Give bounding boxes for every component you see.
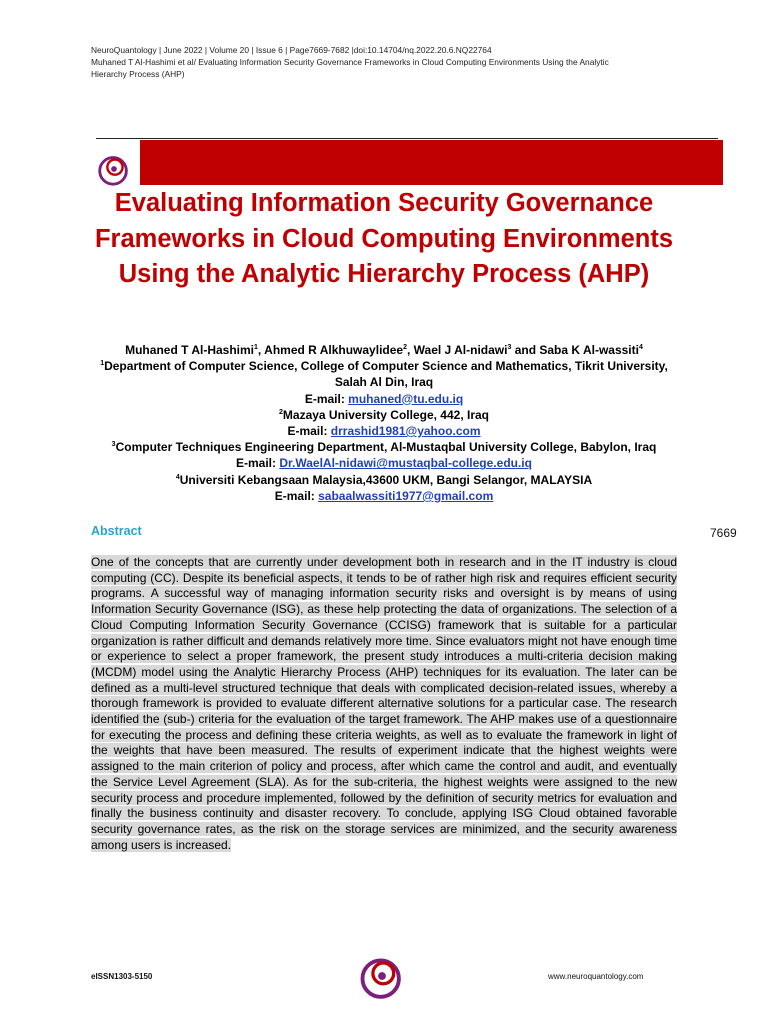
email-link[interactable]: sabaalwassiti1977@gmail.com [318, 488, 494, 503]
author-affiliation-mark: 4 [638, 344, 643, 351]
email-label: E-mail: [236, 456, 280, 471]
running-header [91, 44, 691, 80]
affiliation-text: Department of Computer Science, College of Computer Science and Mathematics, Tikrit University, Salah Al Din, Iraq [104, 359, 668, 390]
email-line-4 [84, 488, 684, 504]
author-list [84, 342, 684, 358]
neuroquantology-logo-icon [95, 150, 133, 188]
affiliation-2 [84, 407, 684, 423]
author-name: Wael J Al-nidawi [413, 343, 508, 357]
author-affiliation-mark: 2 [403, 344, 407, 351]
email-label: E-mail: [304, 391, 349, 406]
email-line-2 [84, 423, 684, 439]
author-separator: , [257, 343, 265, 357]
author-separator: , [406, 343, 414, 357]
author-name: Muhaned T Al-Hashimi [125, 343, 255, 357]
abstract-heading: Abstract [91, 524, 142, 538]
running-header-journal-line: NeuroQuantology | June 2022 | Volume 20 | Issue 6 | Page7669-7682 |doi:10.14704/nq.2022.20.6.NQ22764 [91, 45, 492, 55]
header-red-band [140, 140, 723, 185]
header-rule [96, 138, 718, 139]
affiliation-text: Universiti Kebangsaan Malaysia,43600 UKM, Bangi Selangor, MALAYSIA [179, 472, 593, 487]
email-label: E-mail: [287, 424, 331, 439]
affiliation-3 [84, 439, 684, 455]
email-line-3 [84, 455, 684, 471]
affiliation-4 [84, 472, 684, 488]
affiliation-mark: 1 [100, 360, 105, 368]
author-affiliation-mark: 3 [507, 344, 512, 351]
neuroquantology-logo-icon [356, 950, 408, 1002]
email-label: E-mail: [274, 488, 319, 503]
abstract-body [91, 555, 677, 853]
email-line-1 [84, 391, 684, 407]
author-affiliation-mark: 1 [254, 344, 258, 351]
author-separator: and [511, 343, 540, 357]
affiliation-mark: 2 [279, 408, 283, 416]
affiliation-mark: 4 [175, 473, 180, 481]
affiliation-text: Computer Techniques Engineering Department, Al-Mustaqbal University College, Babylon, Iraq [115, 440, 657, 455]
affiliation-1 [84, 358, 684, 390]
footer-url: www.neuroquantology.com [548, 972, 644, 981]
paper-title: Evaluating Information Security Governance Frameworks in Cloud Computing Environments Using the Analytic Hierarchy Process (AHP) [94, 189, 674, 288]
affiliation-mark: 3 [111, 441, 116, 449]
page-number: 7669 [710, 526, 737, 540]
authors-block [84, 342, 684, 504]
author-name: Ahmed R Alkhuwaylidee [264, 343, 404, 357]
email-link[interactable]: muhaned@tu.edu.iq [348, 391, 464, 406]
author-name: Saba K Al-wassiti [539, 343, 639, 357]
email-link[interactable]: drrashid1981@yahoo.com [330, 424, 481, 439]
footer-issn: eISSN1303-5150 [91, 972, 153, 981]
running-header-title-line-continued: Hierarchy Process (AHP) [91, 69, 185, 79]
email-link[interactable]: Dr.WaelAl-nidawi@mustaqbal-college.edu.iq [279, 456, 532, 471]
running-header-title-line: Muhaned T Al-Hashimi et al/ Evaluating Information Security Governance Frameworks in Cloud Computing Environments Using the Analytic [91, 57, 609, 67]
abstract-text: One of the concepts that are currently under development both in research and in the IT industry is cloud computing (CC). Despite its beneficial aspects, it tends to be of rather high risk and requires efficient security programs. A successful way of managing information security risks and oversight is by means of using Information Security Governance (ISG), as these help protecting the data of organizations. The selection of a Cloud Computing Information Security Governance (CCISG) framework that is suitable for a particular organization is rather difficult and demands relatively more time. Since evaluators might not have enough time or experience to select a proper framework, the present study introduces a multi-criteria decision making (MCDM) model using the Analytic Hierarchy Process (AHP) techniques for its evaluation. The later can be defined as a multi-level structured technique that deals with complicated decision-related issues, whereby a thorough framework is provided to evaluate different alternative solutions for a particular case. The research identified the (sub-) criteria for the evaluation of the target framework. The AHP makes use of a questionnaire for executing the process and defining these criteria weights, as well as to evaluate the framework in light of the weights that have been measured. The results of experiment indicate that the highest weights were assigned to the main criterion of policy and process, after which came the control and audit, and eventually the Service Level Agreement (SLA). As for the sub-criteria, the highest weights were assigned to the new security process and procedure implemented, followed by the definition of security metrics for evaluation and finally the business continuity and disaster recovery. To conclude, applying ISG Cloud obtained favorable security governance rates, as the risk on the storage services are minimized, and the security awareness among users is increased. [91, 555, 677, 852]
affiliation-text: Mazaya University College, 442, Iraq [282, 407, 489, 422]
